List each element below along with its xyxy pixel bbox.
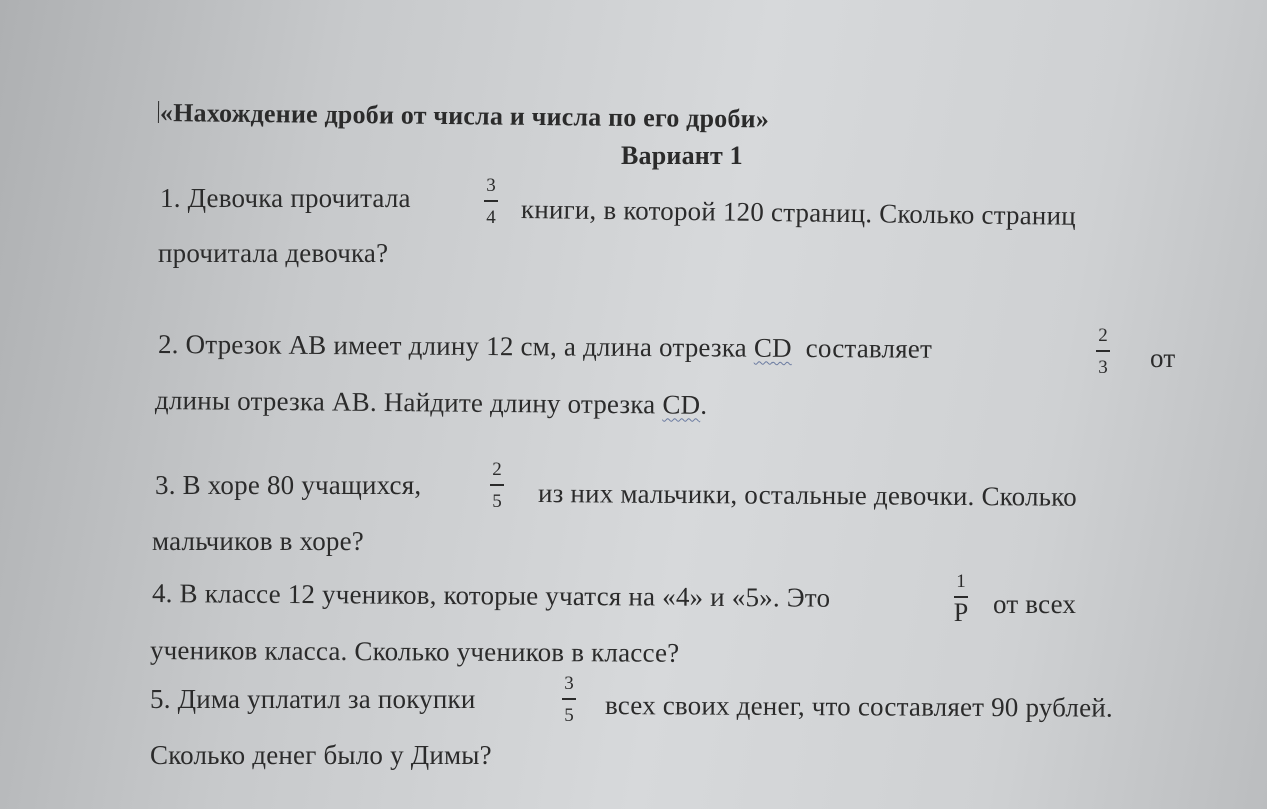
fraction-denominator: 5 bbox=[564, 704, 574, 726]
fraction-bar bbox=[1096, 350, 1110, 352]
fraction-numerator: 3 bbox=[564, 673, 574, 694]
problem-2-line-2 bbox=[155, 387, 708, 419]
problem-2-line-1b: от bbox=[1150, 343, 1176, 373]
problem-2-text: 2. Отрезок АВ имеет длину 12 см, а длина отрезка bbox=[157, 329, 748, 363]
fraction-denominator: 5 bbox=[492, 490, 502, 512]
problem-4-fraction bbox=[950, 572, 972, 626]
problem-5-fraction bbox=[558, 674, 580, 725]
problem-5-line-1b: всех своих денег, что составляет 90 рублей. bbox=[604, 690, 1113, 723]
problem-4-line-1a: 4. В классе 12 учеников, которые учатся на «4» и «5». Это bbox=[151, 578, 831, 613]
problem-1-line-2: прочитала девочка? bbox=[158, 238, 389, 268]
fraction-numerator: 2 bbox=[492, 459, 502, 480]
problem-4-line-2: учеников класса. Сколько учеников в классе? bbox=[149, 635, 680, 668]
segment-cd-label: CD bbox=[753, 332, 792, 363]
problem-5-line-1a: 5. Дима уплатил за покупки bbox=[150, 684, 476, 714]
problem-1-line-1a: 1. Девочка прочитала bbox=[160, 183, 411, 213]
fraction-numerator: 3 bbox=[486, 175, 496, 196]
problem-3-line-2: мальчиков в хоре? bbox=[152, 526, 364, 556]
problem-1-line-1b: книги, в которой 120 страниц. Сколько страниц bbox=[520, 194, 1077, 231]
segment-cd-label-2: CD bbox=[662, 389, 701, 420]
problem-1-fraction bbox=[480, 176, 502, 227]
variant-heading: Вариант 1 bbox=[621, 141, 743, 170]
document-title bbox=[158, 100, 769, 132]
period: . bbox=[700, 389, 708, 420]
title-text: «Нахождение дроби от числа и числа по его дроби» bbox=[159, 98, 770, 134]
fraction-bar bbox=[562, 698, 576, 700]
problem-2-fraction bbox=[1092, 326, 1114, 377]
problem-2-verb: составляет bbox=[805, 332, 933, 364]
fraction-denominator: 4 bbox=[486, 206, 496, 228]
fraction-numerator: 1 bbox=[956, 571, 966, 592]
problem-4-line-1b: от всех bbox=[993, 589, 1077, 619]
problem-5-line-2: Сколько денег было у Димы? bbox=[150, 740, 492, 770]
fraction-numerator: 2 bbox=[1098, 325, 1108, 346]
problem-2-text-2: длины отрезка АВ. Найдите длину отрезка bbox=[154, 385, 656, 420]
fraction-bar bbox=[490, 484, 504, 486]
problem-3-fraction bbox=[486, 460, 508, 511]
problem-3-line-1a: 3. В хоре 80 учащихся, bbox=[155, 470, 422, 500]
fraction-bar bbox=[484, 200, 498, 202]
problem-3-line-1b: из них мальчики, остальные девочки. Сколько bbox=[537, 478, 1077, 512]
fraction-denominator: P bbox=[953, 597, 969, 627]
fraction-denominator: 3 bbox=[1098, 356, 1108, 378]
problem-2-line-1a bbox=[158, 331, 932, 363]
